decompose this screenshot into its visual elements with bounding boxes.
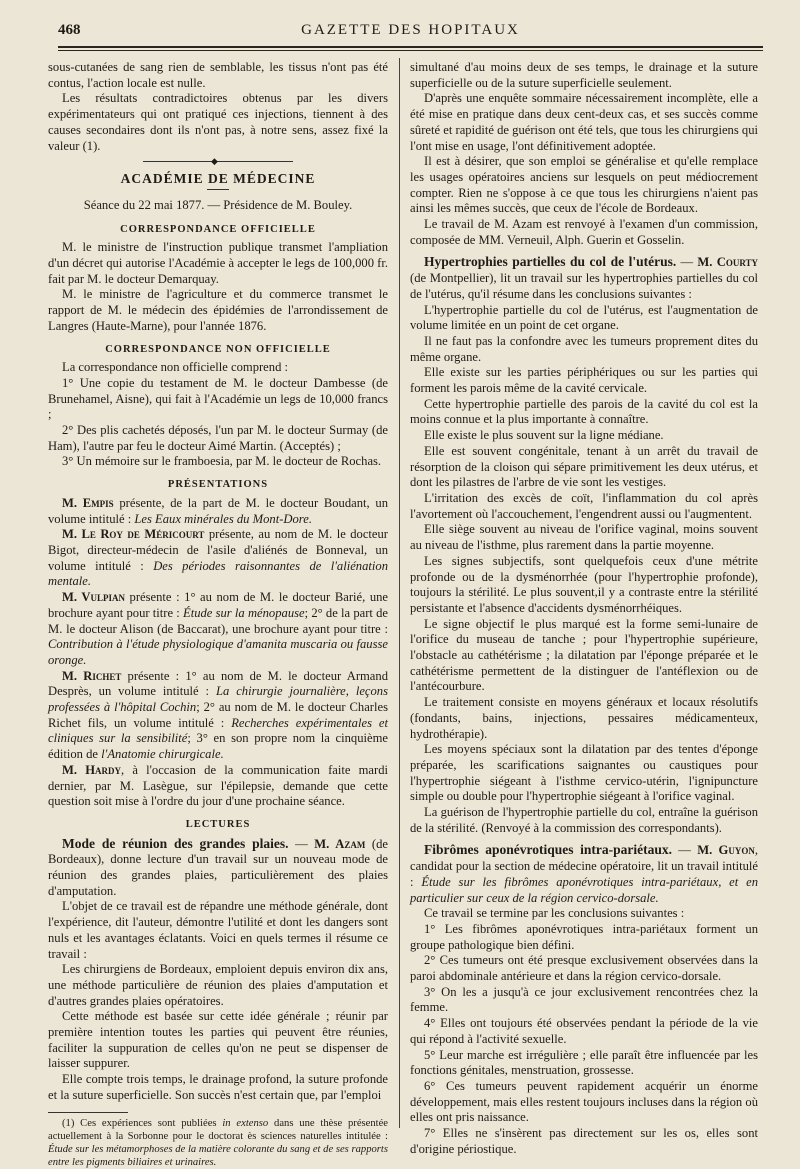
title-rule xyxy=(207,189,229,190)
text-run: (de Montpellier), lit un travail sur les hypertrophies partielles du col de l'utérus, qu'il résume dans les conclusions suivantes : xyxy=(410,271,758,301)
paragraph xyxy=(410,842,758,906)
paragraph: Le signe objectif le plus marqué est la forme semi-lunaire de l'orifice du museau de tanche ; pour l'hypertrophie supérieure, l'obstacle au cathétérisme ; la dilatation par l'éponge préparée et le cathétérisme permettent de la distinguer de l'antéflexion ou de l'antécourbure. xyxy=(410,616,758,694)
text-run: présente, au nom de M. le docteur Bigot, directeur-médecin de l'asile d'aliénés de Bonneval, un volume intitulé : xyxy=(48,527,388,573)
column-divider xyxy=(399,58,400,1128)
text-run: (de Bordeaux), donne lecture d'un travail sur un nouveau mode de réunion des grandes plaies, particulièrement des plaies d'amputation. xyxy=(48,836,389,898)
paragraph: L'irritation des excès de coït, l'inflammation du col après l'avortement où l'accouchement, l'engendrent aussi ou l'augmentent. xyxy=(410,490,758,521)
paragraph: D'après une enquête sommaire nécessairement incomplète, elle a été mise en pratique dans deux cent-deux cas, et ses succès comme sûreté et rapidité de guérison ont été tels, que tous les chirurgiens qui l'ont mise en usage, l'ont définitivement adoptée. xyxy=(410,91,758,153)
speaker-name: M. Le Roy de Méricourt xyxy=(62,527,205,542)
paragraph: sous-cutanées de sang rien de semblable, les tissus n'ont pas été contus, l'action locale est nulle. xyxy=(48,60,388,90)
paragraph: Le travail de M. Azam est renvoyé à l'examen d'un commission, composée de MM. Verneuil, Alph. Guerin et Gosselin. xyxy=(410,217,758,247)
topic-title: Fibrômes aponévrotiques intra-pariétaux. xyxy=(424,842,672,858)
text-run: ; 2° de la part de M. le docteur Alison (de Baccarat), une brochure ayant pour titre : xyxy=(48,605,389,636)
subheading: LECTURES xyxy=(185,818,251,830)
speaker-name: M. Hardy xyxy=(62,762,122,777)
paragraph: Elle existe le plus souvent sur la ligne médiane. xyxy=(424,428,664,443)
paragraph: Elle compte trois temps, le drainage profond, la suture profonde et la suture superficielle. Son succès n'est certain que, par l'emploi xyxy=(48,1072,388,1102)
text-run: présente, de la part de M. le docteur Boudant, un volume intitulé : xyxy=(48,495,388,526)
paragraph: L'objet de ce travail est de répandre une méthode générale, dont l'expérience, dit l'auteur, démontre l'utilité et dont les dangers sont nuls et les avantages éclatants. Voici en quels termes il résume ce travail : xyxy=(48,899,388,961)
paragraph: 1° Une copie du testament de M. le docteur Dambesse (de Brunehamel, Aisne), qui fait à l'Académie un legs de 10,000 francs ; xyxy=(48,375,388,422)
subheading: PRÉSENTATIONS xyxy=(167,479,269,491)
speaker-name: M. Vulpian xyxy=(62,590,125,605)
work-title: Recherches expérimentales et cliniques sur la sensibilité xyxy=(48,715,388,746)
work-title: Étude sur la ménopause xyxy=(183,605,305,620)
work-title: Étude sur les fibrômes aponévrotiques intra-pariétaux, et en particulier sur ceux de la région cervico-dorsale. xyxy=(410,874,758,905)
paragraph: Elle siège souvent au niveau de l'orifice vaginal, moins souvent au niveau de l'isthme, plus rarement dans la partie moyenne. xyxy=(410,522,758,553)
footnote xyxy=(48,1117,388,1169)
text-run: , à l'occasion de la communication faite mardi dernier, par M. Lasègue, sur l'épilepsie, demande que cette question soit mise à l'ordre du jour d'une prochaine séance. xyxy=(48,762,389,809)
paragraph: 7° Elles ne s'insèrent pas directement sur les os, elles sont d'origine périostique. xyxy=(410,1126,758,1156)
speaker-name: M. Guyon xyxy=(697,843,755,858)
text-run: ; 2° au nom de M. le docteur Charles Richet fils, un volume intitulé : xyxy=(48,700,388,730)
running-title: GAZETTE DES HOPITAUX xyxy=(301,22,520,38)
subheading: CORRESPONDANCE NON OFFICIELLE xyxy=(105,343,331,355)
section-title: ACADÉMIE DE MÉDECINE xyxy=(120,171,316,187)
paragraph: M. le ministre de l'instruction publique transmet l'ampliation d'un décret qui autorise l'Académie à accepter le legs de 100,000 fr. fait par M. le docteur Demarquay. xyxy=(48,240,388,286)
paragraph: 3° On les a jusqu'à ce jour exclusivement rencontrées chez la femme. xyxy=(410,984,758,1015)
work-title: l'Anatomie chirurgicale. xyxy=(101,747,224,762)
paragraph xyxy=(48,669,388,763)
text-run: in extenso xyxy=(222,1117,269,1129)
paragraph: Ce travail se termine par les conclusions suivantes : xyxy=(424,906,685,921)
work-title: Les Eaux minérales du Mont-Dore. xyxy=(134,511,312,526)
paragraph: La guérison de l'hypertrophie partielle du col, entraîne la guérison de la stérilité. (Renvoyé à la commission des correspondants). xyxy=(410,805,758,835)
paragraph: 1° Les fibrômes aponévrotiques intra-pariétaux forment un groupe pathologique bien défini. xyxy=(410,921,758,952)
paragraph: Elle est souvent congénitale, tenant à un arrêt du travail de résorption de la cloison qui sépare primitivement les deux utérus, et dont les pilastres de l'arbre de vie sont les vestiges. xyxy=(410,443,758,490)
paragraph: Il ne faut pas la confondre avec les tumeurs proprement dites du même organe. xyxy=(410,333,758,364)
subheading: CORRESPONDANCE OFFICIELLE xyxy=(120,223,316,235)
page-header xyxy=(58,18,763,48)
paragraph: 5° Leur marche est irrégulière ; elle paraît être influencée par les fonctions génitales, menstruation, grossesse. xyxy=(410,1047,758,1078)
paragraph: Il est à désirer, que son emploi se généralise et qu'elle remplace les usages opératoires anciens sur lesquels on peut médiocrement compter. Rien ne s'oppose à ce que tous les chirurgiens n'aient pas ainsi les mêmes succès, que ceux de l'école de Bordeaux. xyxy=(410,154,758,216)
paragraph: Le traitement consiste en moyens généraux et locaux résolutifs (fondants, bains, injections, pessaires médicamenteux, hydrothérapie). xyxy=(410,695,758,741)
text-run: (1) Ces expériences sont publiées xyxy=(62,1117,223,1129)
speaker-name: M. Azam xyxy=(314,836,366,851)
work-title: Étude sur les métamorphoses de la matière colorante du sang et de ses rapports entre les pigments biliaires et urinaires. xyxy=(48,1143,388,1168)
paragraph xyxy=(48,496,388,527)
paragraph xyxy=(48,527,388,590)
speaker-name: M. Empis xyxy=(62,495,114,510)
right-column xyxy=(410,60,758,1158)
paragraph: Elle existe sur les parties périphériques ou sur les parties qui forment les parois même de la cavité cervicale. xyxy=(410,365,758,396)
paragraph: Les chirurgiens de Bordeaux, emploient depuis environ dix ans, une méthode particulière de réunion des plaies d'amputation et d'autres grandes plaies opératoires. xyxy=(48,962,388,1008)
session-line: Séance du 22 mai 1877. — Présidence de M. Bouley. xyxy=(83,197,353,212)
header-rule xyxy=(58,50,763,51)
paragraph xyxy=(48,763,388,810)
paragraph xyxy=(48,836,388,900)
text-run: , candidat pour la section de médecine opératoire, lit un travail intitulé : xyxy=(410,843,759,889)
paragraph: simultané d'au moins deux de ses temps, le drainage et la suture superficielle ou de la suture superficielle seulement. xyxy=(410,60,758,90)
topic-title: Mode de réunion des grandes plaies. xyxy=(62,835,289,851)
work-title: Contribution à l'étude physiologique d'amanita muscaria ou fausse oronge. xyxy=(48,637,388,667)
text-run: présente : 1° au nom de M. le docteur Barié, une brochure ayant pour titre : xyxy=(48,590,388,620)
text-run: — xyxy=(676,255,698,270)
paragraph xyxy=(410,254,758,302)
paragraph: Les résultats contradictoires obtenus par les divers expérimentateurs qui ont pratiqué ces injections, tiennent à des causes secondaires dont ils n'ont pas, à notre sens, assez fixé la valeur (1). xyxy=(48,91,388,153)
paragraph: Cette méthode est basée sur cette idée générale ; réunir par première intention toutes les parties qui peuvent être réunies, faciliter la suppuration de celles qu'on ne peut se dispenser de laisser suppurer. xyxy=(48,1009,388,1071)
paragraph: 3° Un mémoire sur le framboesia, par M. le docteur de Rochas. xyxy=(62,454,382,469)
paragraph: La correspondance non officielle comprend : xyxy=(62,360,289,375)
footnote-rule xyxy=(48,1112,128,1113)
text-run: présente : 1° au nom de M. le docteur Armand Desprès, un volume intitulé : xyxy=(48,668,388,699)
text-run: — xyxy=(671,843,698,858)
topic-title: Hypertrophies partielles du col de l'utérus. xyxy=(424,254,677,270)
left-column xyxy=(48,60,388,1169)
paragraph xyxy=(48,590,388,669)
paragraph: 2° Ces tumeurs ont été presque exclusivement observées dans la paroi abdominale antérieure et dans la région cervico-dorsale. xyxy=(410,953,758,984)
paragraph: Les moyens spéciaux sont la dilatation par des tentes d'éponge préparée, les scarifications saignantes ou caustiques pour l'hypertrophie siégeant à l'isthme cervico-utérin, l'ignipuncture simple ou double pour l'hypertrophie siégeant à l'orifice vaginal. xyxy=(410,742,758,804)
text-run: dans une thèse présentée actuellement à la Sorbonne pour le doctorat ès sciences naturelles intitulée : xyxy=(48,1117,388,1142)
paragraph: 4° Elles ont toujours été observées pendant la période de la vie qui répond à l'activité sexuelle. xyxy=(410,1016,758,1046)
text-run: — xyxy=(288,836,315,851)
work-title: Des périodes raisonnantes de l'aliénation mentale. xyxy=(48,558,388,589)
speaker-name: M. Richet xyxy=(62,668,122,683)
speaker-name: M. Courty xyxy=(697,255,759,270)
page-number: 468 xyxy=(58,22,81,38)
paragraph: M. le ministre de l'agriculture et du commerce transmet le rapport de M. le médecin des épidémies de l'arrondissement de Langres (Haute-Marne), pour l'année 1876. xyxy=(48,287,388,333)
work-title: La chirurgie journalière, leçons professées à l'hôpital Cochin xyxy=(48,684,388,715)
paragraph: Les signes subjectifs, sont quelquefois ceux d'une métrite profonde ou de la dysménorrhée (pour l'hypertrophie profonde), toujours la stérilité. Le plus souvent,il y a contraste entre la stérilité persistante et l'absence d'accidents dysménorrhéiques. xyxy=(410,553,758,615)
paragraph: 6° Ces tumeurs peuvent rapidement acquérir un énorme développement, mais elles restent toujours incluses dans la région où elles ont pris naissance. xyxy=(410,1079,758,1125)
text-run: ; 3° en son propre nom la cinquième édition de xyxy=(48,731,388,762)
section-separator xyxy=(143,161,293,162)
paragraph: L'hypertrophie partielle du col de l'utérus, est l'augmentation de volume limitée en un point de cet organe. xyxy=(410,302,758,333)
paragraph: 2° Des plis cachetés déposés, l'un par M. le docteur Surmay (de Ham), l'autre par feu le docteur Aimé Martin. (Acceptés) ; xyxy=(48,423,388,453)
paragraph: Cette hypertrophie partielle des parois de la cavité du col est la moins connue et la plus importante à connaître. xyxy=(410,396,758,427)
